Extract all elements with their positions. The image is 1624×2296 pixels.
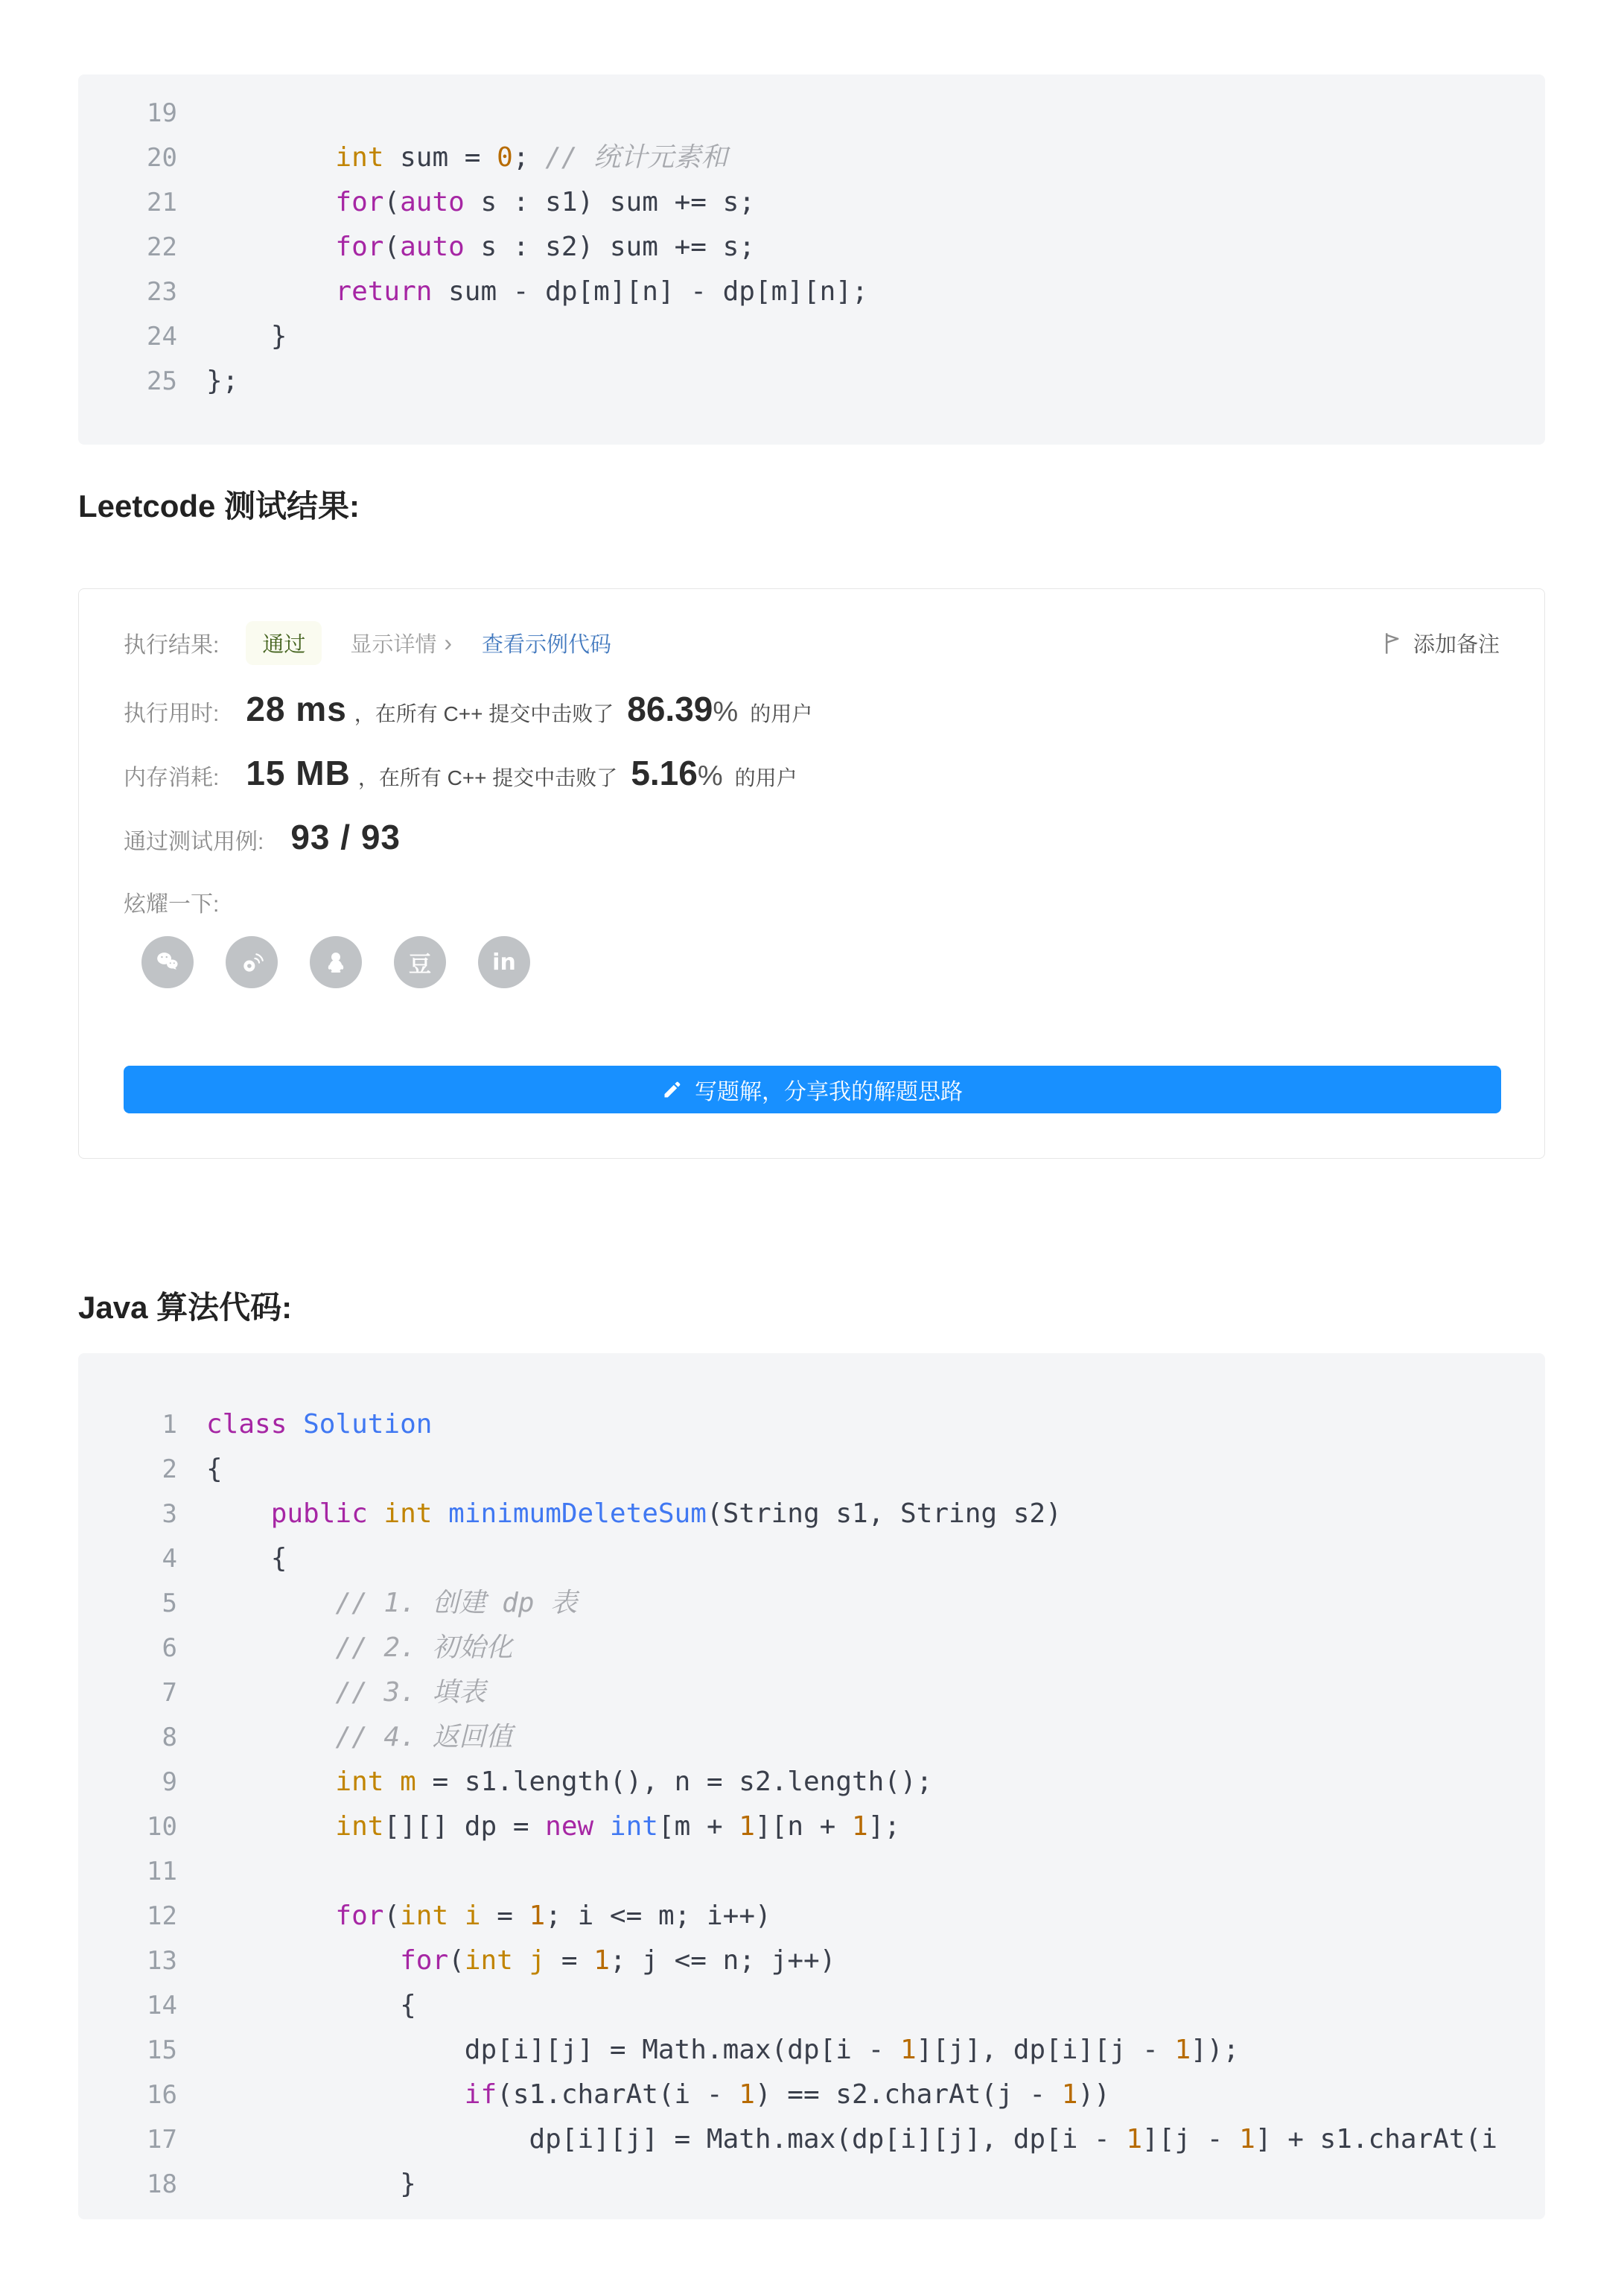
code-text: int sum = 0; // 统计元素和 xyxy=(335,142,728,173)
chevron-right-icon: › xyxy=(444,629,453,656)
line-number: 17 xyxy=(147,2125,177,2155)
line-number: 15 xyxy=(147,2035,177,2065)
testcases-value: 93 / 93 xyxy=(290,818,401,856)
memory-label: 内存消耗: xyxy=(124,766,220,790)
code-text: } xyxy=(206,321,287,352)
line-number: 20 xyxy=(147,143,177,173)
line-number: 11 xyxy=(147,1857,177,1886)
memory-users-text: 的用户 xyxy=(734,766,797,789)
memory-beats-text: ，在所有 C++ 提交中击败了 xyxy=(357,766,618,789)
code-line xyxy=(78,2028,1545,2073)
runtime-percent: 86.39% xyxy=(627,690,739,728)
code-text: // 1. 创建 dp 表 xyxy=(335,1588,578,1618)
code-line xyxy=(78,270,1545,314)
code-text: { xyxy=(206,1454,223,1484)
runtime-users-text: 的用户 xyxy=(750,702,813,725)
line-number: 8 xyxy=(162,1723,177,1752)
memory-percent: 5.16% xyxy=(631,754,723,792)
line-number: 1 xyxy=(162,1410,177,1440)
percent-sign: % xyxy=(713,696,739,728)
line-number: 2 xyxy=(162,1454,177,1484)
linkedin-icon[interactable]: in xyxy=(478,936,530,988)
pencil-icon xyxy=(662,1079,683,1100)
runtime-row xyxy=(124,689,1500,732)
code-line xyxy=(78,1894,1545,1939)
cpp-code-block xyxy=(78,74,1545,445)
status-badge: 通过 xyxy=(246,621,322,665)
code-text: class Solution xyxy=(206,1409,433,1440)
code-text: for(int i = 1; i <= m; i++) xyxy=(335,1901,771,1931)
code-line xyxy=(78,136,1545,180)
code-text: return sum - dp[m][n] - dp[m][n]; xyxy=(335,276,868,307)
code-line xyxy=(78,180,1545,225)
code-text: for(auto s : s1) sum += s; xyxy=(335,187,755,217)
code-line xyxy=(78,1715,1545,1760)
code-line xyxy=(78,1760,1545,1804)
line-number: 7 xyxy=(162,1678,177,1708)
code-line xyxy=(78,314,1545,359)
runtime-value: 28 ms xyxy=(246,690,347,728)
line-number: 14 xyxy=(147,1991,177,2020)
douban-icon[interactable]: 豆 xyxy=(394,936,446,988)
runtime-beats-text: ，在所有 C++ 提交中击败了 xyxy=(354,702,614,725)
brag-label: 炫耀一下: xyxy=(124,892,220,917)
code-text: for(int j = 1; j <= n; j++) xyxy=(400,1945,836,1976)
code-line xyxy=(78,1492,1545,1536)
result-panel xyxy=(78,588,1545,1159)
line-number: 18 xyxy=(147,2169,177,2199)
view-sample-code-link[interactable]: 查看示例代码 xyxy=(482,632,612,657)
percent-sign: % xyxy=(697,760,723,792)
code-line xyxy=(78,2117,1545,2162)
line-number: 9 xyxy=(162,1767,177,1797)
testcases-row xyxy=(124,817,1500,860)
code-text: }; xyxy=(206,366,239,396)
code-text: dp[i][j] = Math.max(dp[i][j], dp[i - 1][j - 1] + s1.charAt(i xyxy=(206,2124,1497,2155)
write-solution-label: 写题解，分享我的解题思路 xyxy=(695,1080,963,1104)
share-icons-row xyxy=(141,936,1500,988)
code-text: // 4. 返回值 xyxy=(335,1722,513,1752)
memory-row xyxy=(124,753,1500,796)
line-number: 5 xyxy=(162,1589,177,1618)
line-number: 19 xyxy=(147,98,177,128)
testcases-label: 通过测试用例: xyxy=(124,830,264,854)
leetcode-result-heading: Leetcode 测试结果: xyxy=(78,489,360,524)
line-number: 25 xyxy=(147,366,177,396)
line-number: 10 xyxy=(147,1812,177,1842)
code-line xyxy=(78,359,1545,404)
weibo-icon[interactable] xyxy=(226,936,278,988)
java-code-heading: Java 算法代码: xyxy=(78,1290,293,1325)
code-line xyxy=(78,91,1545,136)
line-number: 6 xyxy=(162,1633,177,1663)
code-line xyxy=(78,1447,1545,1492)
code-text: if(s1.charAt(i - 1) == s2.charAt(j - 1)) xyxy=(464,2079,1110,2110)
line-number: 3 xyxy=(162,1499,177,1529)
write-solution-button[interactable] xyxy=(124,1066,1501,1113)
code-line xyxy=(78,1581,1545,1626)
show-details-label: 显示详情 xyxy=(350,632,437,657)
java-code-block xyxy=(78,1353,1545,2219)
line-number: 4 xyxy=(162,1544,177,1574)
code-line xyxy=(78,1536,1545,1581)
code-line xyxy=(78,2162,1545,2207)
qq-icon[interactable] xyxy=(310,936,362,988)
add-note-button[interactable] xyxy=(1382,628,1500,658)
code-text: { xyxy=(206,1990,416,2020)
code-text: for(auto s : s2) sum += s; xyxy=(335,232,755,262)
line-number: 24 xyxy=(147,322,177,352)
line-number: 13 xyxy=(147,1946,177,1976)
code-text: // 2. 初始化 xyxy=(335,1632,513,1663)
code-text: // 3. 填表 xyxy=(335,1677,486,1708)
code-line xyxy=(78,1939,1545,1983)
flag-icon xyxy=(1382,631,1404,656)
code-text: { xyxy=(206,1543,287,1574)
line-number: 16 xyxy=(147,2080,177,2110)
add-note-label: 添加备注 xyxy=(1413,633,1500,657)
code-line xyxy=(78,1626,1545,1670)
line-number: 22 xyxy=(147,232,177,262)
code-text: int m = s1.length(), n = s2.length(); xyxy=(335,1766,933,1797)
execution-result-row xyxy=(124,622,1500,664)
line-number: 23 xyxy=(147,277,177,307)
code-text: public int minimumDeleteSum(String s1, String s2) xyxy=(270,1498,1062,1529)
line-number: 12 xyxy=(147,1901,177,1931)
memory-value: 15 MB xyxy=(246,754,351,792)
code-line xyxy=(78,1402,1545,1447)
line-number: 21 xyxy=(147,188,177,217)
brag-row xyxy=(124,887,1500,917)
runtime-label: 执行用时: xyxy=(124,702,220,726)
execution-result-label: 执行结果: xyxy=(124,633,220,658)
code-text: dp[i][j] = Math.max(dp[i - 1][j], dp[i][j - 1]); xyxy=(206,2035,1240,2065)
show-details-link[interactable] xyxy=(350,628,452,658)
wechat-icon[interactable] xyxy=(141,936,194,988)
code-line xyxy=(78,1849,1545,1894)
code-line xyxy=(78,225,1545,270)
code-text: int[][] dp = new int[m + 1][n + 1]; xyxy=(335,1811,901,1842)
code-text: } xyxy=(206,2169,416,2199)
code-line xyxy=(78,2073,1545,2117)
code-line xyxy=(78,1670,1545,1715)
code-line xyxy=(78,1804,1545,1849)
code-line xyxy=(78,1983,1545,2028)
